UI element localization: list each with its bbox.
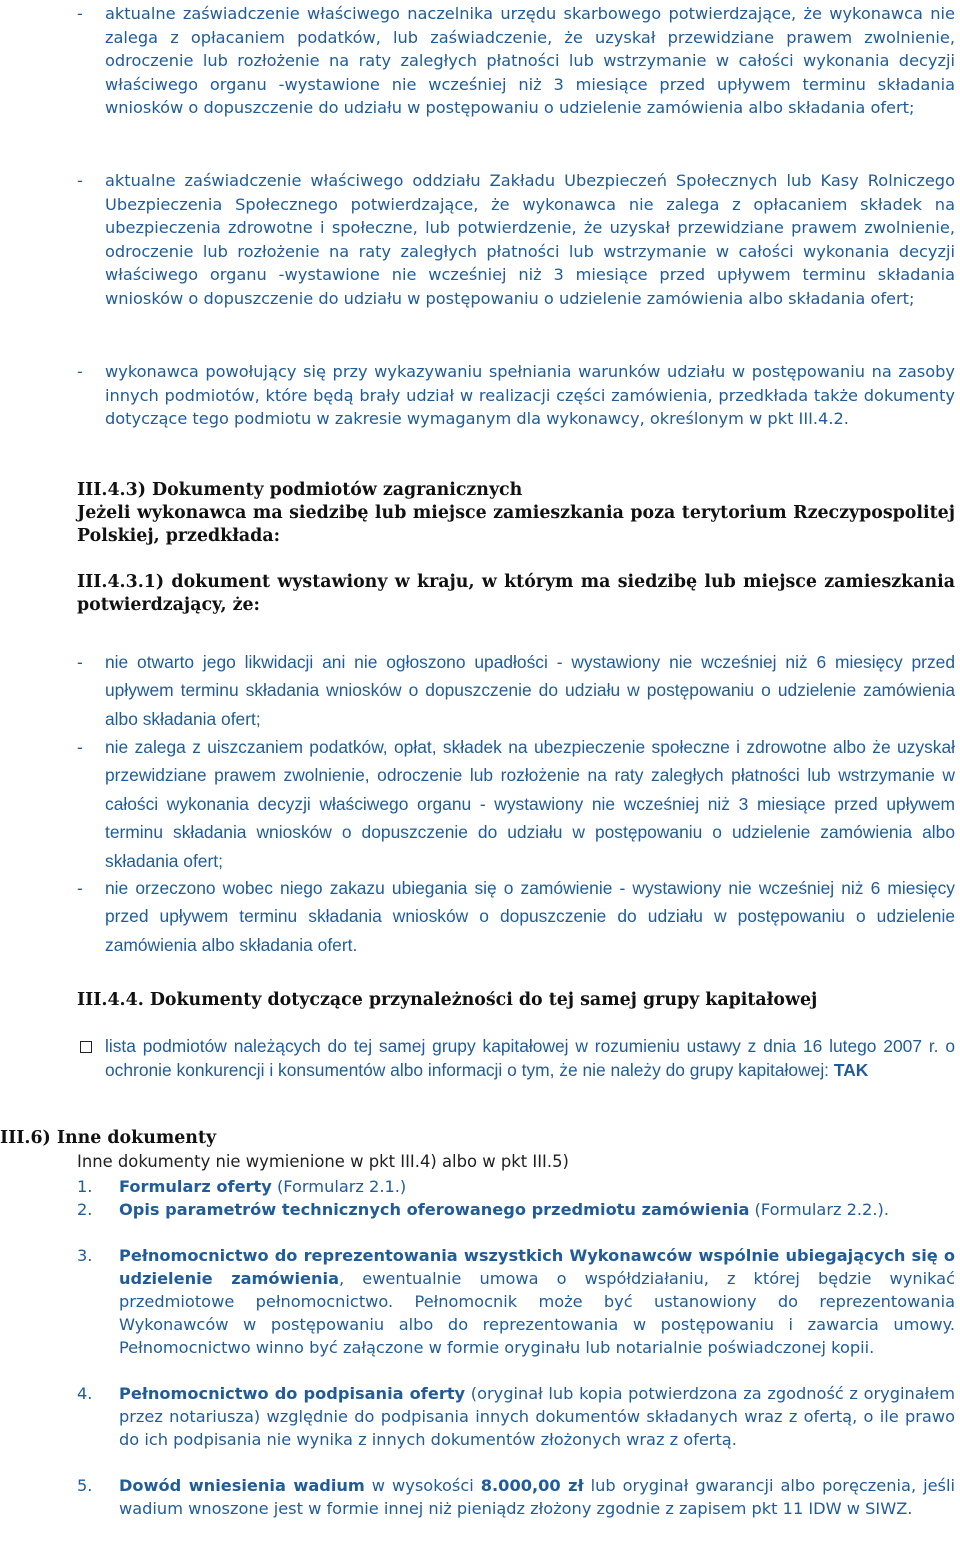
list-item: [77, 2, 955, 120]
numbered-item: [77, 1382, 955, 1451]
item-bold-text: Formularz oferty: [119, 1177, 272, 1196]
item-text: lub oryginał gwarancji albo poręczenia, jeśli wadium wnoszone jest w formie innej niż pieniądz złożony zgodnie z zapisem pkt 11 IDW w SIWZ.: [119, 1476, 955, 1518]
checkbox-label: lista podmiotów należących do tej samej grupy kapitałowej w rozumieniu ustawy z dnia 16 lutego 2007 r. o ochronie konkurencji i konsumentów albo informacji o tym, że nie należy do grupy kapitałowej:: [105, 1036, 955, 1080]
sub-heading: III.4.3.1) dokument wystawiony w kraju, w którym ma siedzibę lub miejsce zamieszkania potwierdzający, że:: [77, 572, 955, 615]
list-item: [77, 733, 955, 875]
list-item-text: nie zalega z uiszczaniem podatków, opłat, składek na ubezpieczenie społeczne i zdrowotne albo że uzyskał przewidziane prawem zwolnienie, odroczenie lub rozłożenie na raty zaległych płatności lub wstrzymanie w całości wykonania decyzji właściwego organu - wystawiony nie wcześniej niż 3 miesiące przed upływem terminu składania wniosków o dopuszczenie do udziału w postępowaniu o udzielenie zamówienia albo składania ofert;: [105, 737, 955, 871]
item-bold-text: Pełnomocnictwo do reprezentowania wszystkich Wykonawców wspólnie ubiegających się o udzielenie zamówienia: [119, 1246, 955, 1288]
numbered-item: [77, 1474, 955, 1520]
checkbox-value: TAK: [833, 1060, 869, 1080]
list-item: [77, 360, 955, 431]
list-item-text: nie orzeczono wobec niego zakazu ubiegania się o zamówienie - wystawiony nie wcześniej niż 6 miesięcy przed upływem terminu składania wniosków o dopuszczenie do udziału w postępowaniu o udzielenie zamówienia albo składania ofert.: [105, 878, 955, 955]
bullet-dash: -: [77, 4, 83, 23]
item-text: (Formularz 2.2.).: [749, 1200, 889, 1219]
numbered-item: [77, 1244, 955, 1359]
item-number: 5.: [77, 1476, 93, 1495]
section-heading: III.4.3) Dokumenty podmiotów zagranicznych: [77, 480, 523, 500]
item-text: , ewentualnie umowa o współdziałaniu, z której będzie wynikać przedmiotowe pełnomocnictwo. Pełnomocnik może być ustanowiony do reprezentowania Wykonawców w postępowaniu albo do reprezentowania w postępowaniu i zawarcia umowy. Pełnomocnictwo winno być załączone w formie oryginału lub notarialnie poświadczonej kopii.: [119, 1269, 955, 1357]
bullet-dash: -: [77, 737, 83, 757]
list-item-text: aktualne zaświadczenie właściwego oddziału Zakładu Ubezpieczeń Społecznych lub Kasy Rolniczego Ubezpieczenia Społecznego potwierdzające, że wykonawca nie zalega z opłacaniem składek na ubezpieczenia zdrowotne i społeczne, lub potwierdzenie, że uzyskał przewidziane prawem zwolnienie, odroczenie lub rozłożenie na raty zaległych płatności lub wstrzymanie w całości wykonania decyzji właściwego organu -wystawione nie wcześniej niż 3 miesiące przed upływem terminu składania wniosków o dopuszczenie do udziału w postępowaniu o udzielenie zamówienia albo składania ofert;: [105, 171, 955, 308]
bullet-dash: -: [77, 171, 83, 190]
list-item-text: aktualne zaświadczenie właściwego naczelnika urzędu skarbowego potwierdzające, że wykonawca nie zalega z opłacaniem podatków, lub zaświadczenie, że uzyskał przewidziane prawem zwolnienie, odroczenie lub rozłożenie na raty zaległych płatności lub wstrzymanie w całości wykonania decyzji właściwego organu -wystawione nie wcześniej niż 3 miesiące przed upływem terminu składania wniosków o dopuszczenie do udziału w postępowaniu o udzielenie zamówienia albo składania ofert;: [105, 4, 955, 118]
item-number: 3.: [77, 1246, 93, 1265]
numbered-item: [77, 1198, 955, 1221]
list-item-text: wykonawca powołujący się przy wykazywaniu spełniania warunków udziału w postępowaniu na zasoby innych podmiotów, które będą brały udział w realizacji części zamówienia, przedkłada także dokumenty dotyczące tego podmiotu w zakresie wymaganym dla wykonawcy, określonym w pkt III.4.2.: [105, 362, 955, 429]
bullet-dash: -: [77, 878, 83, 898]
item-bold-text: Pełnomocnictwo do podpisania oferty: [119, 1384, 466, 1403]
checkbox-item: [77, 1034, 955, 1082]
list-item: [77, 874, 955, 959]
list-item-text: nie otwarto jego likwidacji ani nie ogłoszono upadłości - wystawiony nie wcześniej niż 6 miesięcy przed upływem terminu składania wniosków o dopuszczenie do udziału w postępowaniu o udzielenie zamówienia albo składania ofert;: [105, 652, 955, 729]
checkbox[interactable]: [80, 1041, 92, 1053]
item-text: w wysokości: [364, 1476, 481, 1495]
item-number: 1.: [77, 1177, 93, 1196]
section-heading: III.6) Inne dokumenty: [0, 1128, 217, 1148]
bullet-dash: -: [77, 652, 83, 672]
section-subtitle: Inne dokumenty nie wymienione w pkt III.4) albo w pkt III.5): [77, 1152, 569, 1171]
item-bold-text: Opis parametrów technicznych oferowanego przedmiotu zamówienia: [119, 1200, 750, 1219]
item-number: 2.: [77, 1200, 93, 1219]
section-heading: Jeżeli wykonawca ma siedzibę lub miejsce zamieszkania poza terytorium Rzeczypospolitej Polskiej, przedkłada:: [77, 503, 955, 546]
item-text: (Formularz 2.1.): [271, 1177, 407, 1196]
item-text: (oryginał lub kopia potwierdzona za zgodność z oryginałem przez notariusza) względnie do podpisania innych dokumentów składanych wraz z ofertą, o ile prawo do ich podpisania nie wynika z innych dokumentów złożonych wraz z ofertą.: [119, 1384, 955, 1449]
list-item: [77, 648, 955, 733]
item-bold-text: Dowód wniesienia wadium: [119, 1476, 365, 1495]
item-number: 4.: [77, 1384, 93, 1403]
section-heading: III.4.4. Dokumenty dotyczące przynależności do tej samej grupy kapitałowej: [77, 990, 818, 1010]
item-bold-amount: 8.000,00 zł: [480, 1476, 584, 1495]
bullet-dash: -: [77, 362, 83, 381]
numbered-item: [77, 1175, 955, 1198]
list-item: [77, 169, 955, 311]
